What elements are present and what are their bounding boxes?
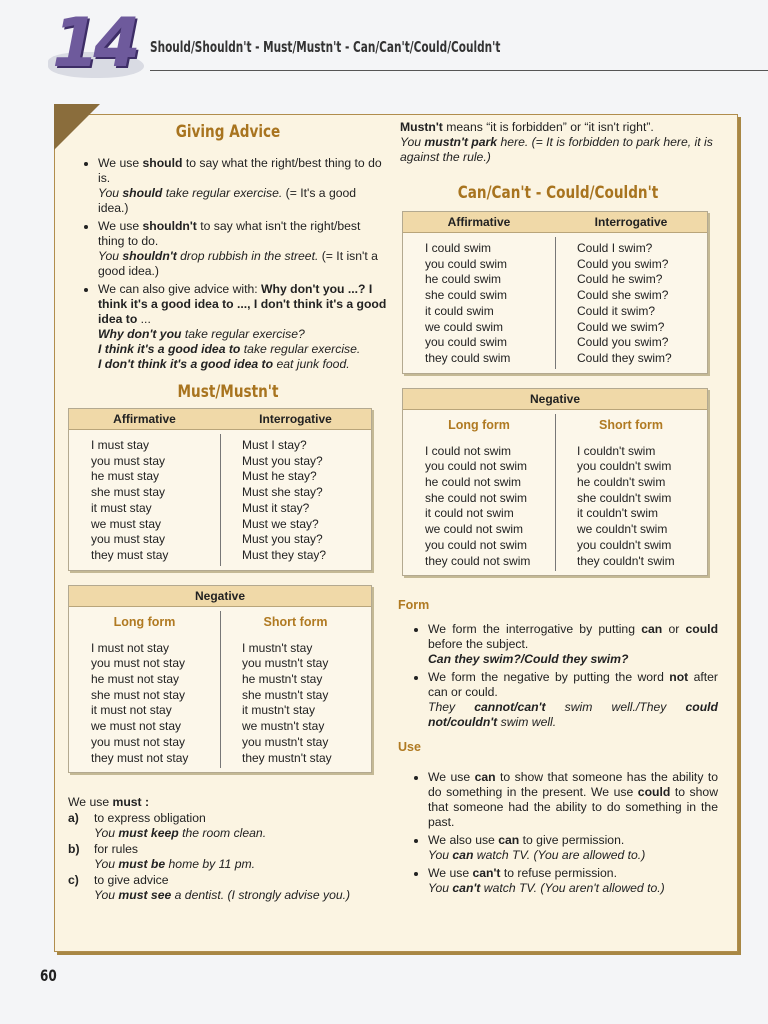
affirmative-column	[403, 241, 555, 367]
keyword: can't	[472, 866, 501, 881]
table-cell: we mustn't stay	[242, 719, 325, 734]
column-divider	[220, 611, 221, 769]
table-cell: it could not swim	[425, 506, 514, 521]
page-number: 60	[40, 966, 57, 985]
example-keyword: should	[122, 186, 163, 200]
example-note: (= It isn't a good idea.)	[98, 249, 378, 278]
text: to say what isn't the right/best thing to do.	[98, 219, 361, 248]
table-cell: Could I swim?	[577, 241, 653, 255]
example: You	[428, 848, 453, 863]
table-header	[403, 212, 707, 233]
short-form-column	[220, 641, 371, 767]
use-bullet-permission	[428, 833, 718, 863]
long-form-column	[69, 641, 220, 767]
text: to show that someone had the ability to do something in the past.	[428, 785, 719, 830]
table-header	[69, 586, 371, 607]
col-header-affirmative: Affirmative	[447, 215, 511, 229]
giving-advice-heading: Giving Advice	[175, 122, 281, 142]
table-cell: she must not stay	[91, 687, 186, 702]
text: (I strongly advise you.)	[224, 888, 351, 903]
table-cell: they mustn't stay	[242, 750, 332, 765]
example-keyword: mustn't park	[424, 135, 498, 149]
text: to refuse permission.	[500, 866, 617, 881]
table-cell: Could we swim?	[577, 319, 665, 334]
long-form-label: Long form	[448, 417, 510, 432]
example-note: (= It's a good idea.)	[98, 186, 357, 215]
form-bullet-negative	[428, 670, 718, 730]
table-cell: you must not stay	[91, 656, 186, 671]
text: You	[94, 857, 119, 872]
text: You	[94, 888, 119, 903]
use-bullet-ability	[428, 770, 718, 830]
table-cell: you couldn't swim	[577, 459, 672, 474]
table-cell: Could it swim?	[577, 303, 656, 318]
text: must see	[118, 888, 172, 903]
text: We use	[68, 795, 113, 810]
text: We form the interrogative by putting	[428, 622, 642, 637]
table-cell: Could they swim?	[577, 350, 672, 365]
table-cell: we must stay	[91, 516, 162, 531]
table-cell: Must it stay?	[242, 500, 310, 515]
text: a)	[68, 810, 79, 825]
column-divider	[555, 414, 556, 572]
table-cell: Must she stay?	[242, 485, 323, 500]
table-cell: Must they stay?	[242, 547, 327, 562]
text: We use	[98, 156, 143, 170]
table-cell: she mustn't stay	[242, 687, 329, 702]
example-keyword: I think it's a good idea to	[98, 342, 241, 356]
table-cell: I could swim	[425, 241, 492, 255]
table-cell: I mustn't stay	[242, 640, 313, 655]
example: You	[98, 249, 123, 263]
table-cell: you couldn't swim	[577, 537, 672, 552]
text: or	[662, 622, 686, 637]
short-form-label: Short form	[263, 614, 328, 629]
keyword: can	[641, 622, 663, 637]
keyword: can	[498, 833, 520, 848]
keyword: shouldn't	[142, 219, 197, 233]
table-cell: you must not stay	[91, 734, 186, 749]
example-keyword: can	[452, 848, 474, 863]
example: You	[98, 186, 123, 200]
example-keyword: can't	[452, 881, 481, 896]
table-cell: Must you stay?	[242, 453, 323, 468]
table-cell: I must stay	[91, 438, 150, 452]
table-cell: he must stay	[91, 469, 160, 484]
can-could-heading: Can/Can't - Could/Couldn't	[457, 183, 659, 203]
keyword: Mustn't	[400, 120, 443, 134]
text: to give advice	[94, 872, 169, 887]
keyword: Why don't you ...? I think it's a good idea to ..., I don't think it's a good idea to	[98, 282, 387, 326]
table-cell: Must you stay?	[242, 532, 323, 547]
table-header	[403, 389, 707, 410]
must-negative-table	[68, 585, 372, 774]
text: the room clean.	[178, 826, 267, 841]
advice-bullet-shouldnt	[98, 219, 388, 279]
form-heading: Form	[398, 598, 430, 613]
use-heading: Use	[398, 740, 421, 755]
example: swim well./They	[545, 700, 686, 715]
example: watch TV. (You aren't allowed to.)	[480, 881, 665, 896]
unit-number: 14	[52, 4, 135, 83]
col-header-negative: Negative	[529, 391, 581, 406]
text: c)	[68, 872, 79, 887]
table-body	[403, 432, 707, 576]
example-keyword: I don't think it's a good idea to	[98, 357, 274, 371]
example: drop rubbish in the street.	[176, 249, 319, 263]
example: here. (= It is forbidden to park here, it is against the rule.)	[400, 135, 713, 164]
table-cell: Could she swim?	[577, 288, 669, 303]
right-column	[398, 120, 718, 899]
table-cell: they could not swim	[425, 553, 531, 568]
table-cell: Could you swim?	[577, 335, 669, 350]
short-form-label: Short form	[599, 417, 663, 432]
long-form-column	[403, 444, 555, 570]
must-affirmative-interrogative-table	[68, 408, 372, 571]
table-cell: he could not swim	[425, 475, 522, 490]
column-divider	[555, 237, 556, 369]
table-cell: we could swim	[425, 319, 504, 334]
table-cell: I could not swim	[425, 443, 512, 458]
keyword: can	[474, 770, 496, 785]
keyword: could	[685, 622, 719, 637]
example-keyword: shouldn't	[122, 249, 177, 263]
must-use-item	[68, 873, 388, 904]
col-header-affirmative: Affirmative	[113, 412, 176, 426]
table-cell: we could not swim	[425, 522, 524, 537]
header-rule	[150, 70, 768, 71]
text: after can or could.	[428, 670, 718, 700]
text: home by 11 pm.	[165, 857, 256, 872]
table-cell: you could swim	[425, 256, 508, 271]
table-cell: he must not stay	[91, 672, 180, 687]
affirmative-column	[69, 438, 220, 564]
example-keyword: cannot/can't	[474, 700, 546, 715]
form-bullet-interrogative	[428, 622, 718, 667]
table-cell: Could he swim?	[577, 272, 663, 287]
table-cell: it could swim	[425, 303, 494, 318]
table-cell: it couldn't swim	[577, 506, 658, 521]
left-column	[68, 120, 388, 904]
text: We use	[428, 770, 475, 785]
text: We form the negative by putting the word	[428, 670, 670, 685]
must-use-item	[68, 811, 388, 842]
col-header-interrogative: Interrogative	[594, 215, 668, 229]
table-cell: I must not stay	[91, 640, 170, 655]
example: Can they swim?/Could they swim?	[428, 652, 629, 667]
must-uses	[68, 795, 388, 904]
interrogative-column	[555, 241, 707, 367]
must-uses-intro	[68, 795, 388, 811]
table-body	[403, 233, 707, 373]
short-form-column	[555, 444, 707, 570]
example: eat junk food.	[273, 357, 350, 371]
could-negative-table	[402, 388, 708, 577]
table-body	[69, 430, 371, 570]
text: We use	[428, 866, 473, 881]
table-cell: he could swim	[425, 272, 502, 287]
mustnt-note	[398, 120, 718, 165]
table-cell: you mustn't stay	[242, 656, 329, 671]
example: take regular exercise.	[240, 342, 361, 356]
example: take regular exercise?	[181, 327, 305, 341]
text: b)	[68, 841, 80, 856]
col-header-negative: Negative	[194, 588, 246, 603]
table-cell: she could not swim	[425, 490, 528, 505]
must-uses-items	[68, 811, 388, 904]
text: a dentist.	[171, 888, 225, 903]
table-cell: you could not swim	[425, 459, 528, 474]
table-cell: I couldn't swim	[577, 443, 656, 458]
table-cell: she could swim	[425, 288, 508, 303]
advice-bullet-alternatives	[98, 282, 388, 372]
table-cell: they must stay	[91, 547, 169, 562]
must-use-item	[68, 842, 388, 873]
form-list	[398, 622, 718, 730]
table-cell: they must not stay	[91, 750, 189, 765]
table-cell: Must we stay?	[242, 516, 319, 531]
text: before the subject.	[428, 637, 529, 652]
table-cell: you must stay	[91, 532, 166, 547]
column-divider	[220, 434, 221, 566]
keyword: not	[669, 670, 689, 685]
text: We also use	[428, 833, 499, 848]
table-cell: she couldn't swim	[577, 490, 672, 505]
example: watch TV. (You are allowed to.)	[473, 848, 646, 863]
long-form-label: Long form	[113, 614, 176, 629]
table-cell: it must stay	[91, 500, 152, 515]
table-body	[69, 629, 371, 773]
unit-badge	[48, 4, 144, 83]
table-cell: Must I stay?	[242, 438, 307, 452]
unit-title: Should/Shouldn't - Must/Mustn't - Can/Can't/Could/Couldn't	[150, 38, 501, 56]
must-heading: Must/Mustn't	[177, 382, 279, 402]
table-cell: it must not stay	[91, 703, 172, 718]
table-cell: we must not stay	[91, 719, 182, 734]
table-cell: you mustn't stay	[242, 734, 329, 749]
table-header	[69, 409, 371, 430]
keyword: could	[637, 785, 671, 800]
text: We can also give advice with:	[98, 282, 262, 296]
example: swim well.	[497, 715, 557, 730]
example-keyword: could not/couldn't	[428, 700, 718, 730]
table-cell: you could swim	[425, 335, 508, 350]
example: take regular exercise.	[162, 186, 283, 200]
text: ...	[137, 312, 151, 326]
text: to say what the right/best thing to do is.	[98, 156, 382, 185]
table-cell: we couldn't swim	[577, 522, 668, 537]
text: for rules	[94, 841, 139, 856]
table-cell: you could not swim	[425, 537, 528, 552]
col-header-interrogative: Interrogative	[259, 412, 332, 426]
table-cell: they could swim	[425, 350, 511, 365]
use-list	[398, 770, 718, 896]
example: You	[428, 881, 453, 896]
text: must be	[118, 857, 166, 872]
example-keyword: Why don't you	[98, 327, 182, 341]
table-cell: she must stay	[91, 485, 166, 500]
advice-bullet-should	[98, 156, 388, 216]
table-cell: he mustn't stay	[242, 672, 323, 687]
text: means “it is forbidden” or “it isn't right”.	[442, 120, 654, 134]
text: must keep	[118, 826, 179, 841]
use-bullet-refuse	[428, 866, 718, 896]
interrogative-column	[220, 438, 371, 564]
table-cell: it mustn't stay	[242, 703, 315, 718]
example: You	[400, 135, 425, 149]
text: You	[94, 826, 119, 841]
text: to express obligation	[94, 810, 206, 825]
colon: :	[141, 795, 150, 810]
table-cell: Must he stay?	[242, 469, 317, 484]
could-affirmative-interrogative-table	[402, 211, 708, 374]
example: They	[428, 700, 475, 715]
table-cell: they couldn't swim	[577, 553, 675, 568]
table-cell: you must stay	[91, 453, 166, 468]
keyword: must	[112, 795, 142, 810]
table-cell: Could you swim?	[577, 256, 669, 271]
keyword: should	[142, 156, 183, 170]
advice-list	[68, 156, 388, 372]
table-cell: he couldn't swim	[577, 475, 666, 490]
text: We use	[98, 219, 143, 233]
text: to show that someone has the ability to do something in the present. We use	[428, 770, 719, 800]
text: to give permission.	[519, 833, 625, 848]
